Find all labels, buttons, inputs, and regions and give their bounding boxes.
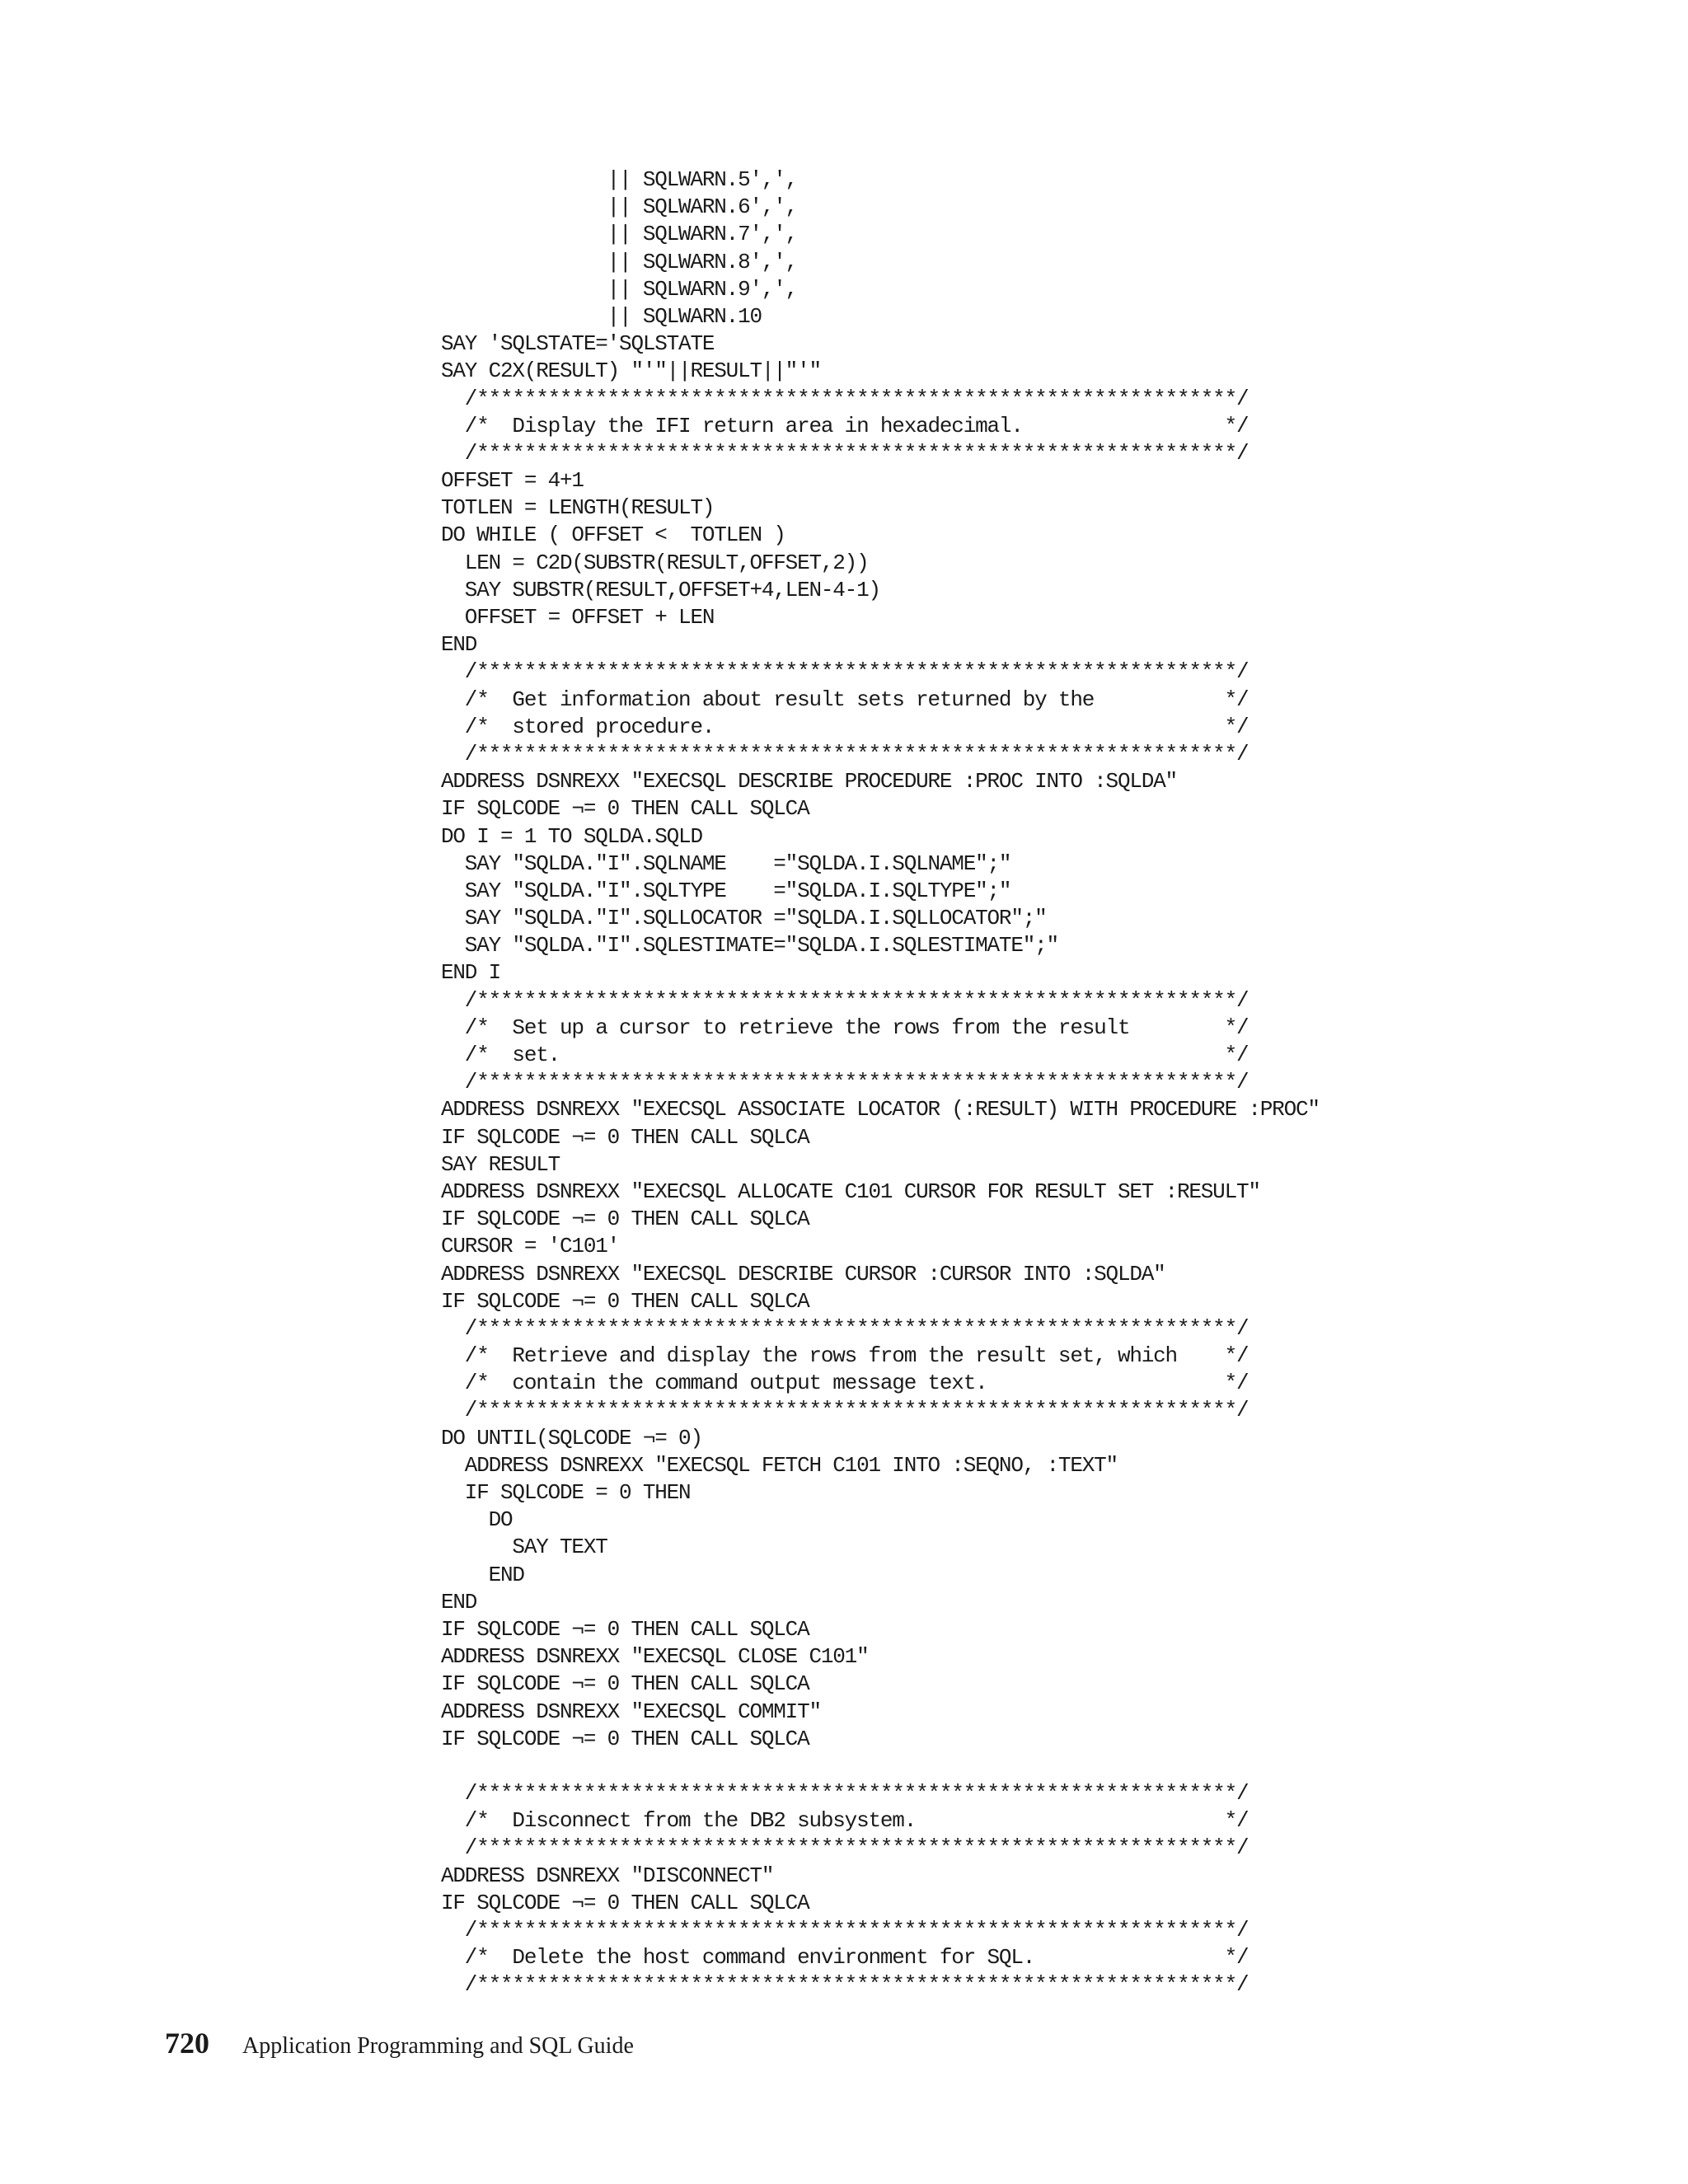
code-line: TOTLEN = LENGTH(RESULT): [441, 495, 715, 521]
code-line: DO I = 1 TO SQLDA.SQLD: [441, 823, 702, 849]
code-line: || SQLWARN.8',',: [441, 249, 798, 274]
code-line: IF SQLCODE ¬= 0 THEN CALL SQLCA: [441, 1890, 809, 1915]
code-line: /* Disconnect from the DB2 subsystem. */: [441, 1808, 1249, 1834]
code-line: IF SQLCODE ¬= 0 THEN CALL SQLCA: [441, 1288, 809, 1314]
code-line: END: [441, 1562, 524, 1587]
code-line: /****************************************************************/: [441, 987, 1249, 1013]
code-line: /****************************************************************/: [441, 386, 1249, 411]
book-title: Application Programming and SQL Guide: [242, 2033, 634, 2059]
code-line: ADDRESS DSNREXX "EXECSQL ASSOCIATE LOCATOR (:RESULT) WITH PROCEDURE :PROC": [441, 1097, 1320, 1122]
code-line: /****************************************************************/: [441, 1972, 1249, 1998]
code-line: [441, 1753, 1430, 1780]
code-line: SAY "SQLDA."I".SQLTYPE ="SQLDA.I.SQLTYPE";": [441, 878, 1011, 903]
code-line: || SQLWARN.9',',: [441, 276, 798, 302]
code-line: SAY RESULT: [441, 1151, 560, 1177]
code-line: /****************************************************************/: [441, 1315, 1249, 1341]
code-line: /* Retrieve and display the rows from the result set, which */: [441, 1343, 1249, 1369]
code-line: SAY C2X(RESULT) "'"||RESULT||"'": [441, 359, 821, 384]
code-line: /****************************************************************/: [441, 1070, 1249, 1095]
code-line: IF SQLCODE ¬= 0 THEN CALL SQLCA: [441, 1671, 809, 1697]
code-line: /****************************************************************/: [441, 659, 1249, 685]
page-footer: [165, 2026, 634, 2060]
code-line: IF SQLCODE ¬= 0 THEN CALL SQLCA: [441, 1124, 809, 1150]
code-line: /****************************************************************/: [441, 1781, 1249, 1807]
code-line: END: [441, 1589, 477, 1615]
code-line: /****************************************************************/: [441, 1918, 1249, 1943]
code-line: SAY TEXT: [441, 1535, 607, 1560]
code-line: /* contain the command output message text. */: [441, 1371, 1249, 1396]
code-line: /****************************************************************/: [441, 741, 1249, 766]
code-line: IF SQLCODE ¬= 0 THEN CALL SQLCA: [441, 796, 809, 822]
code-line: END I: [441, 960, 501, 986]
code-line: LEN = C2D(SUBSTR(RESULT,OFFSET,2)): [441, 550, 869, 575]
code-line: ADDRESS DSNREXX "EXECSQL CLOSE C101": [441, 1644, 869, 1670]
code-line: SAY "SQLDA."I".SQLNAME ="SQLDA.I.SQLNAME";": [441, 851, 1011, 876]
code-line: || SQLWARN.10: [441, 303, 762, 329]
code-line: ADDRESS DSNREXX "DISCONNECT": [441, 1863, 774, 1888]
code-line: ADDRESS DSNREXX "EXECSQL ALLOCATE C101 CURSOR FOR RESULT SET :RESULT": [441, 1179, 1260, 1204]
code-line: /* Get information about result sets returned by the */: [441, 687, 1249, 712]
code-line: IF SQLCODE ¬= 0 THEN CALL SQLCA: [441, 1207, 809, 1232]
code-line: IF SQLCODE = 0 THEN: [441, 1480, 691, 1505]
code-line: DO WHILE ( OFFSET < TOTLEN ): [441, 523, 785, 548]
code-line: /****************************************************************/: [441, 440, 1249, 466]
code-line: OFFSET = 4+1: [441, 468, 584, 494]
code-line: CURSOR = 'C101': [441, 1234, 620, 1259]
code-line: || SQLWARN.7',',: [441, 222, 798, 247]
code-line: /* Display the IFI return area in hexadecimal. */: [441, 413, 1249, 438]
code-line: SAY 'SQLSTATE='SQLSTATE: [441, 331, 715, 357]
code-line: ADDRESS DSNREXX "EXECSQL DESCRIBE CURSOR :CURSOR INTO :SQLDA": [441, 1261, 1165, 1286]
code-line: /****************************************************************/: [441, 1835, 1249, 1861]
code-line: IF SQLCODE ¬= 0 THEN CALL SQLCA: [441, 1616, 809, 1642]
code-line: IF SQLCODE ¬= 0 THEN CALL SQLCA: [441, 1726, 809, 1751]
code-line: || SQLWARN.5',',: [441, 167, 798, 192]
code-line: SAY "SQLDA."I".SQLESTIMATE="SQLDA.I.SQLESTIMATE";": [441, 933, 1058, 958]
code-listing: [441, 166, 1430, 1999]
code-line: /* Set up a cursor to retrieve the rows from the result */: [441, 1015, 1249, 1040]
code-line: SAY "SQLDA."I".SQLLOCATOR ="SQLDA.I.SQLLOCATOR";": [441, 906, 1047, 931]
code-line: /* Delete the host command environment for SQL. */: [441, 1945, 1249, 1971]
code-line: OFFSET = OFFSET + LEN: [441, 605, 715, 630]
code-line: ADDRESS DSNREXX "EXECSQL FETCH C101 INTO :SEQNO, :TEXT": [441, 1452, 1118, 1478]
code-line: END: [441, 632, 477, 658]
code-line: DO: [441, 1507, 513, 1533]
code-line: ADDRESS DSNREXX "EXECSQL COMMIT": [441, 1699, 821, 1724]
code-line: SAY SUBSTR(RESULT,OFFSET+4,LEN-4-1): [441, 577, 880, 602]
code-line: ADDRESS DSNREXX "EXECSQL DESCRIBE PROCEDURE :PROC INTO :SQLDA": [441, 769, 1177, 794]
code-line: /* stored procedure. */: [441, 714, 1249, 739]
code-line: /****************************************************************/: [441, 1398, 1249, 1423]
code-line: || SQLWARN.6',',: [441, 194, 798, 220]
page-number: 720: [165, 2027, 209, 2060]
code-line: /* set. */: [441, 1043, 1249, 1067]
code-line: DO UNTIL(SQLCODE ¬= 0): [441, 1425, 702, 1451]
